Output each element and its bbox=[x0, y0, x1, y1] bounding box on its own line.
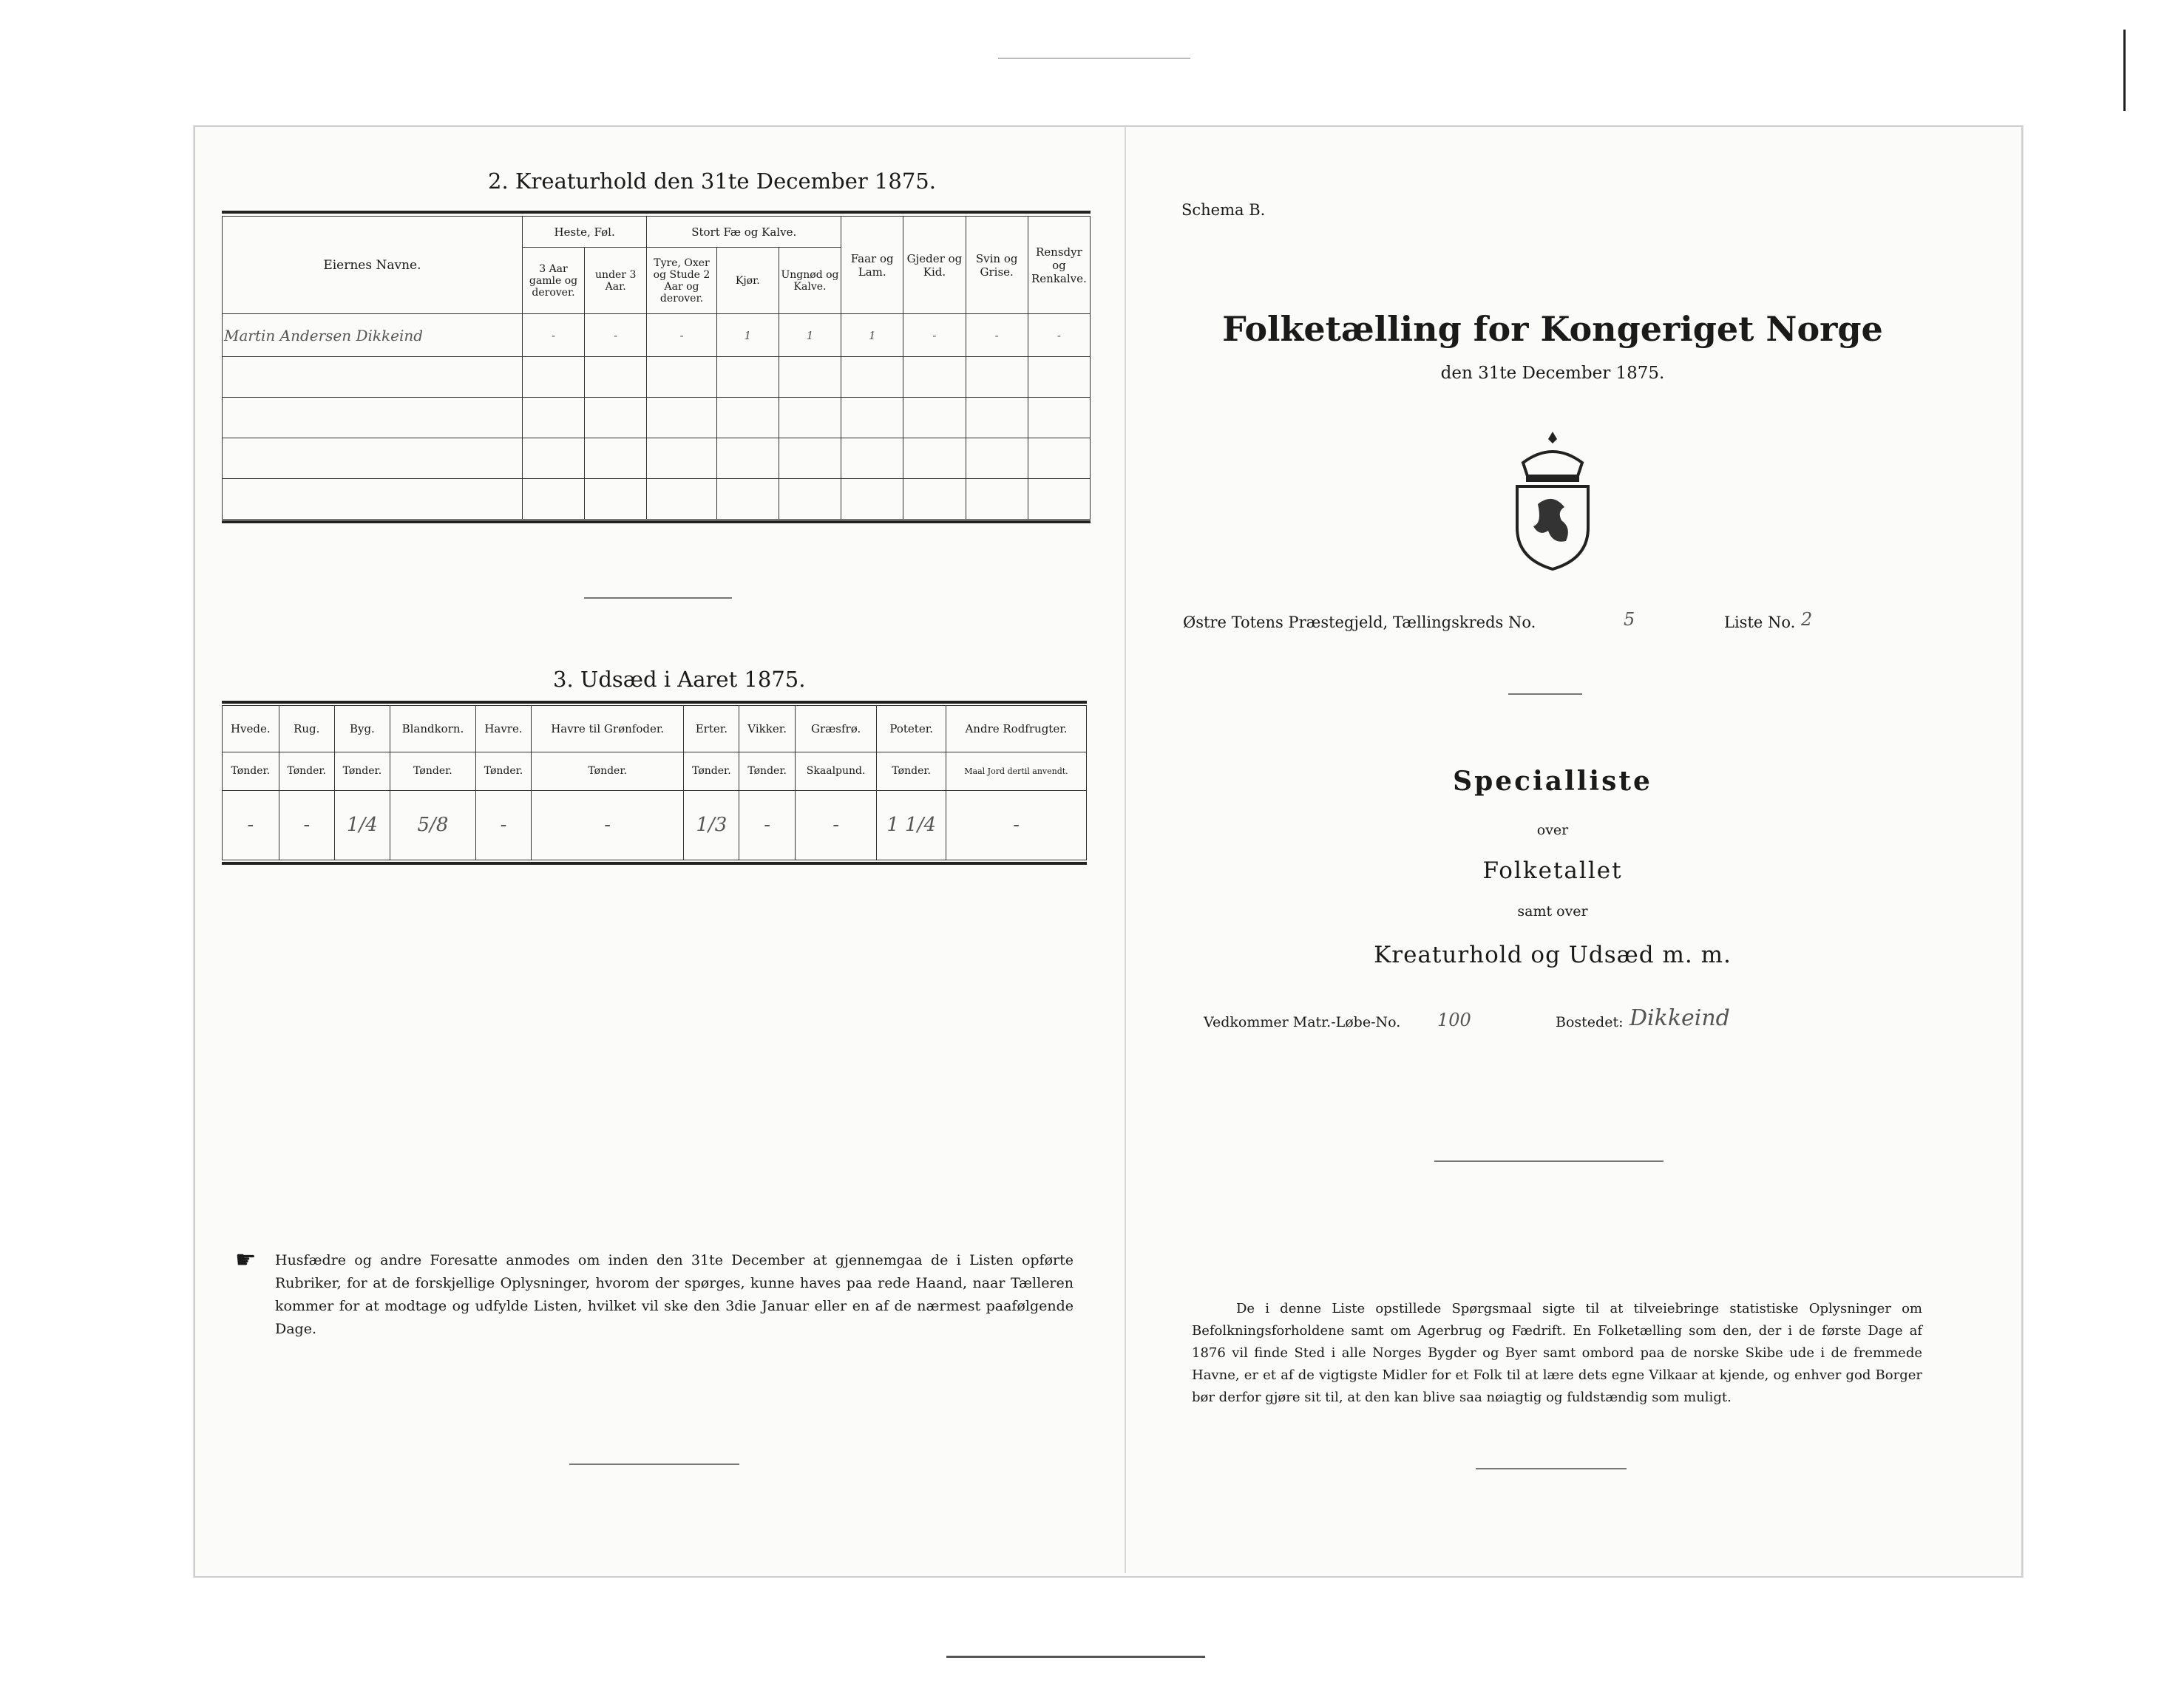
section3-bottom-rule bbox=[222, 862, 1087, 865]
cell-value: 1 bbox=[779, 314, 841, 357]
col-cattle-bulls: Tyre, Oxer og Stude 2 Aar og derover. bbox=[647, 248, 716, 314]
col-mixed-grain: Blandkorn. bbox=[390, 706, 475, 752]
col-grass-seed: Græsfrø. bbox=[795, 706, 877, 752]
section2-top-rule bbox=[222, 211, 1091, 214]
scan-edge-line bbox=[998, 58, 1190, 59]
col-goats: Gjeder og Kid. bbox=[903, 217, 966, 314]
cell-value: 1/3 bbox=[684, 790, 739, 860]
col-horses-adult: 3 Aar gamle og derover. bbox=[522, 248, 584, 314]
unit-label: Tønder. bbox=[334, 752, 390, 790]
col-pigs: Svin og Grise. bbox=[966, 217, 1028, 314]
samt-over-text: samt over bbox=[1517, 903, 1588, 920]
census-date: den 31te December 1875. bbox=[1440, 364, 1665, 383]
coat-of-arms-icon bbox=[1501, 427, 1604, 571]
col-cattle: Stort Fæ og Kalve. bbox=[647, 217, 841, 248]
unit-label: Tønder. bbox=[279, 752, 334, 790]
cell-value: - bbox=[903, 314, 966, 357]
page-fold bbox=[1125, 127, 1126, 1573]
scan-bottom-edge bbox=[946, 1656, 1205, 1658]
table-row bbox=[223, 398, 1091, 438]
table-row bbox=[223, 357, 1091, 398]
unit-label: Tønder. bbox=[739, 752, 795, 790]
cell-value: - bbox=[1028, 314, 1090, 357]
col-vetch: Vikker. bbox=[739, 706, 795, 752]
section3-top-rule bbox=[222, 701, 1087, 704]
section3-title: 3. Udsæd i Aaret 1875. bbox=[553, 667, 806, 692]
cell-value: 1 bbox=[716, 314, 779, 357]
specialliste-heading: Specialliste bbox=[1453, 766, 1652, 797]
table-row bbox=[223, 790, 1087, 860]
col-owner-names: Eiernes Navne. bbox=[223, 217, 523, 314]
cell-value: - bbox=[795, 790, 877, 860]
footer-paragraph: De i denne Liste opstillede Spørgsmaal sigte til at tilveiebringe statistiske Oplysninger om Befolkningsforholdene samt om Agerbrug og Fædrift. En Folketælling som den, der i de første Dage af 1876 vil finde Sted i alle Norges Bygder og Byer samt ombord paa de norske Skibe ude i de fremmede Havne, er et af de vigtigste Midler for et Folk til at lære dets egne Vilkaar at kjende, og enhver god Borger bør derfor gjøre sit til, at den kan blive saa nøiagtig og fuldstændig som muligt. bbox=[1192, 1301, 1922, 1405]
col-oats: Havre. bbox=[475, 706, 531, 752]
col-potatoes: Poteter. bbox=[877, 706, 946, 752]
col-rye: Rug. bbox=[279, 706, 334, 752]
col-horses: Heste, Føl. bbox=[522, 217, 646, 248]
cell-value: - bbox=[966, 314, 1028, 357]
col-cattle-calves: Ungnød og Kalve. bbox=[779, 248, 841, 314]
page-title: Folketælling for Kongeriget Norge bbox=[1222, 309, 1883, 349]
separator bbox=[1508, 693, 1582, 695]
cell-value: 5/8 bbox=[390, 790, 475, 860]
cell-value: - bbox=[739, 790, 795, 860]
list-label: Liste No. bbox=[1724, 613, 1796, 631]
table-row bbox=[223, 479, 1091, 520]
unit-label: Tønder. bbox=[532, 752, 684, 790]
cell-value: - bbox=[532, 790, 684, 860]
matr-label: Vedkommer Matr.-Løbe-No. bbox=[1204, 1014, 1401, 1030]
scan-corner-mark bbox=[2123, 30, 2126, 111]
unit-label: Tønder. bbox=[223, 752, 279, 790]
unit-label: Tønder. bbox=[684, 752, 739, 790]
col-horses-young: under 3 Aar. bbox=[585, 248, 647, 314]
col-reindeer: Rensdyr og Renkalve. bbox=[1028, 217, 1090, 314]
separator bbox=[584, 597, 732, 599]
pointing-hand-icon: ☛ bbox=[235, 1245, 257, 1274]
col-green-oats: Havre til Grønfoder. bbox=[532, 706, 684, 752]
over-text: over bbox=[1536, 822, 1569, 838]
col-peas: Erter. bbox=[684, 706, 739, 752]
unit-label: Tønder. bbox=[475, 752, 531, 790]
owner-name: Martin Andersen Dikkeind bbox=[223, 314, 523, 357]
schema-label: Schema B. bbox=[1181, 201, 1266, 219]
list-number: 2 bbox=[1801, 609, 1813, 630]
unit-label: Maal Jord dertil anvendt. bbox=[946, 752, 1086, 790]
cell-value: - bbox=[522, 314, 584, 357]
notice-text: Husfædre og andre Foresatte anmodes om inden den 31te December at gjennemgaa de i Listen opførte Rubriker, for at de forskjellige Oplysninger, hvorom der spørges, kunne haves paa rede Haand, naar Tælleren kommer for at modtage og udfylde Listen, hvilket vil ske den 3die Januar eller en af de nærmest paafølgende Dage. bbox=[275, 1252, 1074, 1337]
col-sheep: Faar og Lam. bbox=[841, 217, 903, 314]
cell-value: 1/4 bbox=[334, 790, 390, 860]
col-cattle-cows: Kjør. bbox=[716, 248, 779, 314]
unit-label: Tønder. bbox=[390, 752, 475, 790]
cell-value: - bbox=[585, 314, 647, 357]
seed-table bbox=[222, 705, 1087, 860]
separator bbox=[1434, 1160, 1664, 1162]
cell-value: 1 bbox=[841, 314, 903, 357]
unit-label: Skaalpund. bbox=[795, 752, 877, 790]
bostedet-label: Bostedet: bbox=[1556, 1014, 1624, 1030]
separator bbox=[569, 1464, 739, 1465]
livestock-table bbox=[222, 216, 1091, 520]
col-root-crops: Andre Rodfrugter. bbox=[946, 706, 1086, 752]
section2-bottom-rule bbox=[222, 520, 1091, 523]
matr-number: 100 bbox=[1437, 1010, 1471, 1030]
cell-value: - bbox=[279, 790, 334, 860]
folketallet-heading: Folketallet bbox=[1482, 857, 1623, 884]
separator bbox=[1476, 1468, 1627, 1469]
col-barley: Byg. bbox=[334, 706, 390, 752]
cell-value: - bbox=[946, 790, 1086, 860]
cell-value: - bbox=[223, 790, 279, 860]
unit-label: Tønder. bbox=[877, 752, 946, 790]
cell-value: - bbox=[647, 314, 716, 357]
cell-value: 1 1/4 bbox=[877, 790, 946, 860]
parish-line: Østre Totens Præstegjeld, Tællingskreds No. bbox=[1183, 613, 1536, 631]
district-number: 5 bbox=[1624, 609, 1635, 630]
col-wheat: Hvede. bbox=[223, 706, 279, 752]
table-row bbox=[223, 314, 1091, 357]
table-row bbox=[223, 438, 1091, 479]
bostedet-value: Dikkeind bbox=[1629, 1005, 1730, 1031]
kreaturhold-heading: Kreaturhold og Udsæd m. m. bbox=[1374, 942, 1732, 968]
cell-value: - bbox=[475, 790, 531, 860]
section2-title: 2. Kreaturhold den 31te December 1875. bbox=[488, 169, 936, 194]
